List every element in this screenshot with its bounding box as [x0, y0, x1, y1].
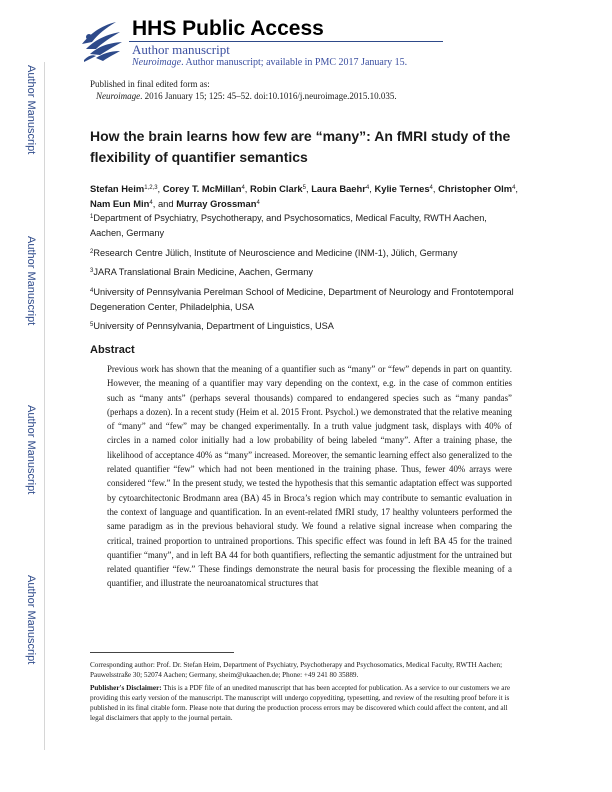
- affiliation: $^4$University of Pennsylvania Perelman School of Medicine, Department of Neurology and Frontotemporal Degeneration Center, Philadelphia, USA: [90, 287, 514, 312]
- header-title: HHS Public Access: [132, 17, 324, 40]
- author-name: Stefan Heim: [90, 183, 145, 194]
- affiliation: $^2$Research Centre Jülich, Institute of Neuroscience and Medicine (INM-1), Jülich, Germany: [90, 248, 458, 258]
- header-subtitle: Author manuscript: [132, 42, 230, 57]
- side-divider: [44, 62, 45, 750]
- author-name: Murray Grossman: [176, 198, 257, 209]
- affiliation: $^3$JARA Translational Brain Medicine, Aachen, Germany: [90, 267, 313, 277]
- side-label: Author Manuscript: [25, 65, 37, 155]
- side-label: Author Manuscript: [25, 405, 37, 495]
- author-name: Nam Eun Min: [90, 198, 150, 209]
- header-journal-line: [132, 57, 407, 68]
- author-affiliation-marker: 4: [429, 185, 433, 191]
- abstract-body: Previous work has shown that the meaning of a quantifier such as “many” or “few” depends in part on quantity. However, the meaning of a quantifier may vary depending on the context, e.g. in the case of common entities such as “many ants” (perhaps several thousands) compared to endangered species such as “many pandas” (perhaps a dozen). In a recent study (Heim et al. 2015 Front. Psychol.) we demonstrated that the relative meaning of “many” and “few” may be changed experimentally. In a truth value judgment task, displays with 40% of circles in a named color initially had a low probability of being labeled “many”. After a training phase, the likelihood of acceptance 40% as “many” increased. Moreover, the semantic learning effect also generalized to the related quantifier “few” which had not been mentioned in the training phase. Thus, fewer 40% arrays were considered “few.” In the present study, we tested the hypothesis that this semantic adaptation effect was supported by cytoarchitectonic Brodmann area (BA) 45 in Broca’s region which may contribute to semantic evaluation in the context of language and quantification. In an event-related fMRI study, 17 healthy volunteers performed the same paradigm as in the previous behavioral study. We found a relative signal increase when comparing the critical, trained proportion to untrained proportions. This specific effect was found in left BA 45 for the trained quantifier “many”, and in left BA 44 for both quantifiers, reflecting the semantic adjustment for the untrained but related quantifier “few.” These findings demonstrate the neural basis for processing the flexible meaning of a quantifier, and illustrate the neuroanatomical structures that: [107, 364, 512, 589]
- author-affiliation-marker: 4: [149, 200, 153, 206]
- hhs-eagle-icon: [76, 16, 126, 66]
- paper-title: How the brain learns how few are “many”: An fMRI study of the flexibility of quantifier semantics: [90, 128, 511, 165]
- author-affiliation-marker: 4: [256, 200, 260, 206]
- author-affiliation-marker: 4: [512, 185, 516, 191]
- side-label: Author Manuscript: [25, 575, 37, 665]
- citation-journal: Neuroimage: [96, 91, 141, 101]
- footnote-divider: [90, 652, 234, 653]
- author-list: Stefan Heim$^{1,2,3}$, Corey T. McMillan$^4$, Robin Clark$^5$, Laura Baehr$^4$, Kylie Ternes$^4$, Christopher Olm$^4$, Nam Eun Min$^4$, and Murray Grossman$^4$: [90, 183, 519, 209]
- side-label: Author Manuscript: [25, 236, 37, 326]
- abstract-heading: Abstract: [90, 344, 135, 356]
- affiliation: $^1$Department of Psychiatry, Psychotherapy, and Psychosomatics, Medical Faculty, RWTH Aachen, Aachen, Germany: [90, 213, 487, 238]
- publication-note: Published in final edited form as:: [90, 79, 210, 89]
- author-name: Christopher Olm: [438, 183, 513, 194]
- corresponding-author-note: Corresponding author: Prof. Dr. Stefan Heim, Department of Psychiatry, Psychotherapy and Psychosomatics, Medical Faculty, RWTH Aachen; Pauwelsstraße 30; 52074 Aachen; Germany, sheim@ukaachen.de; Phone: +49 241 80 35889.: [90, 661, 503, 679]
- author-name: Kylie Ternes: [374, 183, 430, 194]
- author-name: Laura Baehr: [311, 183, 366, 194]
- publisher-disclaimer: [90, 683, 520, 723]
- header-journal-name: Neuroimage: [132, 57, 182, 68]
- author-affiliation-marker: 5: [302, 185, 306, 191]
- author-affiliation-marker: 4: [365, 185, 370, 191]
- author-name: Corey T. McMillan: [162, 183, 242, 194]
- citation-details: . 2016 January 15; 125: 45–52. doi:10.1016/j.neuroimage.2015.10.035.: [140, 91, 397, 101]
- header-availability: . Author manuscript; available in PMC 2017 January 15.: [181, 57, 408, 68]
- author-conjunction: , and: [152, 198, 174, 209]
- author-name: Robin Clark: [250, 183, 303, 194]
- disclaimer-label: Publisher's Disclaimer:: [90, 684, 162, 692]
- disclaimer-text: This is a PDF file of an unedited manuscript that has been accepted for publication. As a service to our customers we are providing this early version of the manuscript. The manuscript will undergo copyediting, typesetting, and review of the resulting proof before it is published in its final citable form. Please note that during the production process errors may be discovered which could affect the content, and all legal disclaimers that apply to the journal pertain.: [90, 684, 511, 722]
- author-affiliation-marker: 4: [241, 185, 245, 191]
- affiliation: $^5$University of Pennsylvania, Department of Linguistics, USA: [90, 321, 334, 331]
- publication-citation: [96, 91, 397, 101]
- author-affiliation-marker: 1,2,3: [144, 185, 158, 191]
